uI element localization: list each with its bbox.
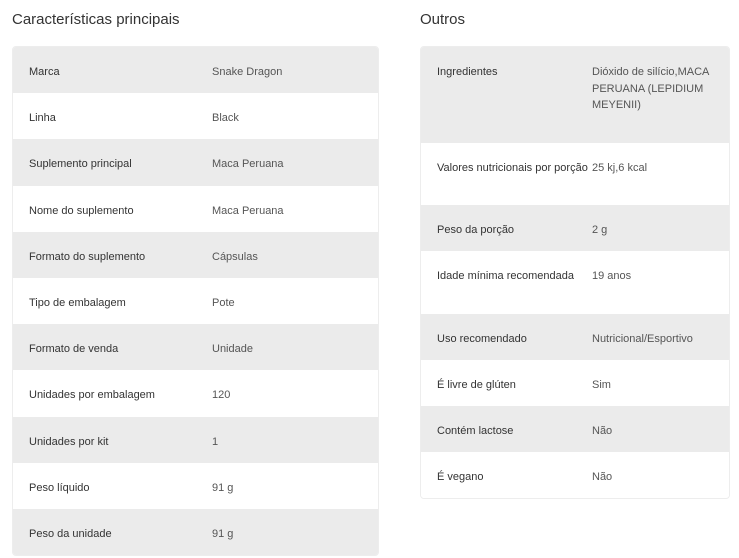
spec-row-package-type (13, 278, 378, 324)
spec-label: É vegano (437, 471, 484, 483)
spec-label: Valores nutricionais por porção (437, 162, 588, 174)
others-title: Outros (420, 11, 466, 28)
spec-label: Idade mínima recomendada (437, 270, 574, 282)
main-characteristics-table (12, 46, 379, 556)
spec-value: 2 g (592, 224, 608, 236)
spec-row-supplement-name (13, 186, 378, 232)
spec-label: Nome do suplemento (29, 204, 134, 217)
spec-label: Contém lactose (437, 425, 514, 437)
spec-label: Ingredientes (437, 66, 498, 78)
spec-value: Unidade (212, 343, 253, 356)
spec-value: Black (212, 112, 239, 125)
spec-label: É livre de glúten (437, 379, 516, 391)
spec-row-main-supplement (13, 139, 378, 185)
spec-value: Cápsulas (212, 250, 258, 263)
spec-value: 19 anos (592, 270, 632, 282)
spec-label: Formato de venda (29, 343, 119, 356)
spec-row-supplement-format (13, 232, 378, 278)
spec-row-vegan (421, 452, 729, 498)
spec-value: Não (592, 425, 613, 437)
spec-label: Tipo de embalagem (29, 296, 126, 309)
spec-label: Peso da porção (437, 224, 515, 236)
spec-label: Linha (29, 112, 56, 125)
spec-row-line (13, 93, 378, 139)
spec-value: 1 (212, 435, 219, 448)
spec-row-gluten-free (421, 360, 729, 406)
spec-value: 91 g (212, 481, 234, 494)
spec-row-units-per-kit (13, 417, 378, 463)
spec-label: Suplemento principal (29, 158, 132, 171)
spec-row-units-per-package (13, 370, 378, 416)
spec-value: Snake Dragon (212, 66, 283, 78)
spec-value: 25 kj,6 kcal (592, 162, 648, 174)
spec-row-brand (13, 47, 378, 93)
spec-row-net-weight (13, 463, 378, 509)
spec-row-recommended-use (421, 314, 729, 360)
others-table (420, 46, 730, 499)
spec-label: Uso recomendado (437, 333, 527, 345)
spec-row-minimum-age (421, 251, 729, 314)
spec-value: Pote (212, 296, 235, 309)
spec-label: Unidades por embalagem (29, 389, 155, 402)
spec-value: Não (592, 471, 613, 483)
spec-label: Marca (29, 66, 60, 78)
spec-row-contains-lactose (421, 406, 729, 452)
spec-label: Unidades por kit (29, 435, 109, 448)
spec-value: 120 (212, 389, 231, 402)
spec-row-sale-format (13, 324, 378, 370)
spec-label: Peso líquido (29, 481, 90, 494)
spec-value: Maca Peruana (212, 158, 284, 171)
spec-row-unit-weight (13, 509, 378, 555)
spec-value: Sim (592, 379, 611, 391)
main-characteristics-title: Características principais (12, 11, 180, 28)
spec-value: Maca Peruana (212, 204, 284, 217)
spec-value: 91 g (212, 527, 234, 540)
spec-label: Peso da unidade (29, 527, 112, 540)
spec-row-nutritional-values (421, 143, 729, 205)
spec-row-serving-weight (421, 205, 729, 251)
spec-value: Dióxido de silício,MACA PERUANA (LEPIDIUM MEYENII) (592, 66, 709, 111)
spec-label: Formato do suplemento (29, 250, 146, 263)
spec-value: Nutricional/Esportivo (592, 333, 693, 345)
spec-row-ingredients (421, 47, 729, 143)
